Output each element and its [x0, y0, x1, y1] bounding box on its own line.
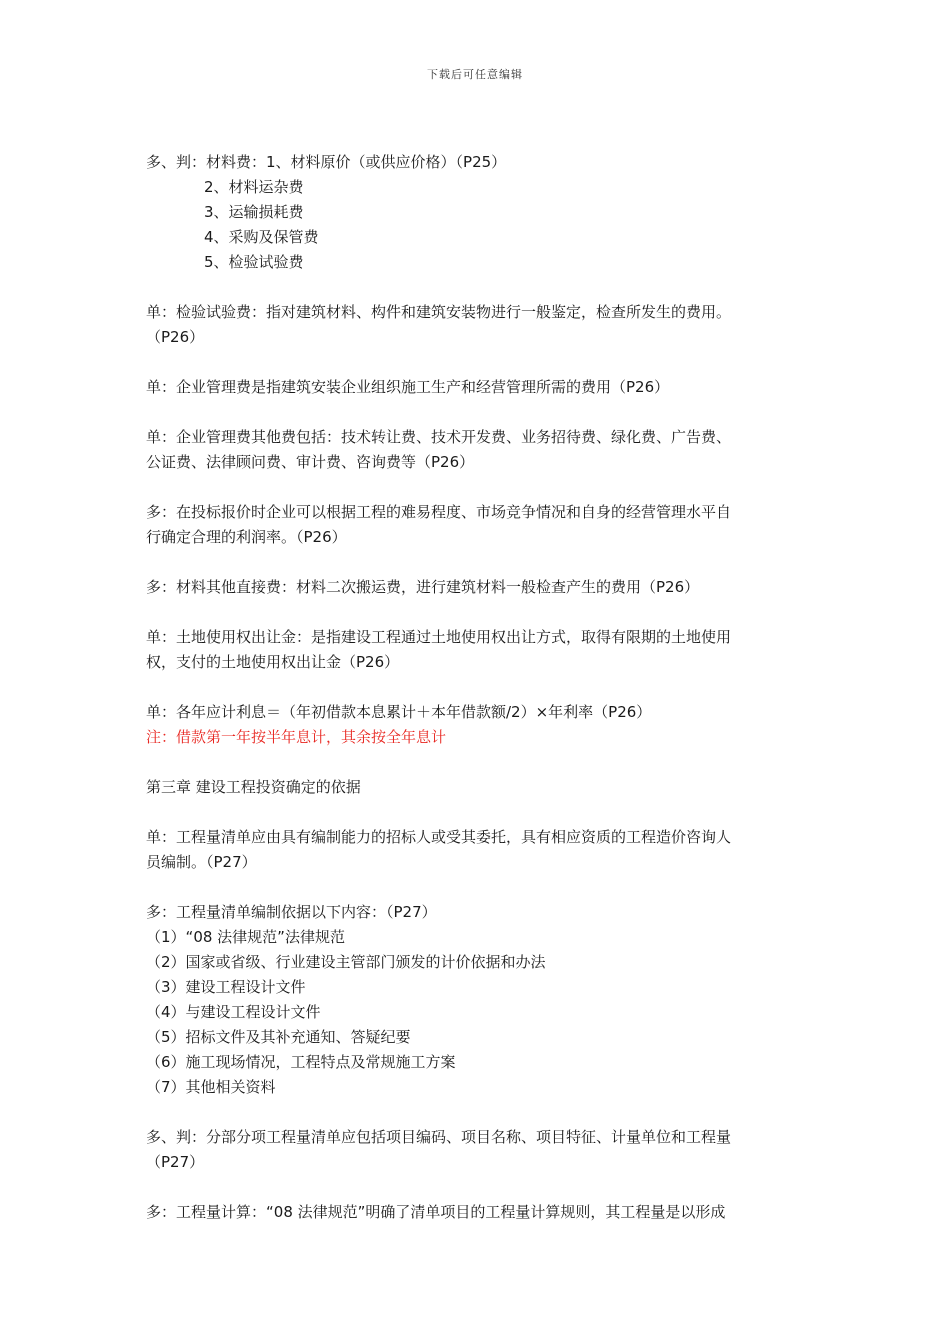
list-item: （2）国家或省级、行业建设主管部门颁发的计价依据和办法: [146, 953, 546, 971]
text-line: 多：工程量清单编制依据以下内容：（P27）: [146, 903, 437, 921]
text-line: 公证费、法律顾问费、审计费、咨询费等（P26）: [146, 453, 475, 471]
chapter-heading: 第三章 建设工程投资确定的依据: [146, 778, 361, 796]
text-line: 多、判：材料费：1、材料原价（或供应价格）（P25）: [146, 153, 507, 171]
text-line: 多、判：分部分项工程量清单应包括项目编码、项目名称、项目特征、计量单位和工程量: [146, 1128, 732, 1146]
list-item: 4、采购及保管费: [204, 228, 319, 246]
list-item: （1）“08 法律规范”法律规范: [146, 928, 345, 946]
text-line: 多：材料其他直接费：材料二次搬运费，进行建筑材料一般检查产生的费用（P26）: [146, 578, 700, 596]
note-line: 注：借款第一年按半年息计，其余按全年息计: [146, 728, 447, 746]
list-item: （5）招标文件及其补充通知、答疑纪要: [146, 1028, 411, 1046]
text-line: 单：土地使用权出让金：是指建设工程通过土地使用权出让方式，取得有限期的土地使用: [146, 628, 732, 646]
list-item: （6）施工现场情况，工程特点及常规施工方案: [146, 1053, 456, 1071]
list-item: 5、检验试验费: [204, 253, 304, 271]
list-item: （4）与建设工程设计文件: [146, 1003, 321, 1021]
list-item: 2、材料运杂费: [204, 178, 304, 196]
text-line: 多：工程量计算：“08 法律规范”明确了清单项目的工程量计算规则，其工程量是以形成: [146, 1203, 726, 1221]
text-line: （P27）: [146, 1153, 205, 1171]
text-line: 行确定合理的利润率。（P26）: [146, 528, 347, 546]
text-line: 单：各年应计利息＝（年初借款本息累计＋本年借款额/2）×年利率（P26）: [146, 703, 652, 721]
page-header: 下载后可任意编辑: [427, 68, 523, 81]
list-item: （3）建设工程设计文件: [146, 978, 306, 996]
list-item: 3、运输损耗费: [204, 203, 304, 221]
text-line: 员编制。（P27）: [146, 853, 257, 871]
text-line: 单：检验试验费：指对建筑材料、构件和建筑安装物进行一般鉴定，检查所发生的费用。: [146, 303, 732, 321]
text-line: 单：工程量清单应由具有编制能力的招标人或受其委托，具有相应资质的工程造价咨询人: [146, 828, 732, 846]
text-line: 单：企业管理费其他费包括：技术转让费、技术开发费、业务招待费、绿化费、广告费、: [146, 428, 732, 446]
list-item: （7）其他相关资料: [146, 1078, 276, 1096]
text-line: 单：企业管理费是指建筑安装企业组织施工生产和经营管理所需的费用（P26）: [146, 378, 670, 396]
text-line: 多：在投标报价时企业可以根据工程的难易程度、市场竞争情况和自身的经营管理水平自: [146, 503, 732, 521]
text-line: 权，支付的土地使用权出让金（P26）: [146, 653, 400, 671]
text-line: （P26）: [146, 328, 205, 346]
document-body: [146, 150, 810, 1225]
